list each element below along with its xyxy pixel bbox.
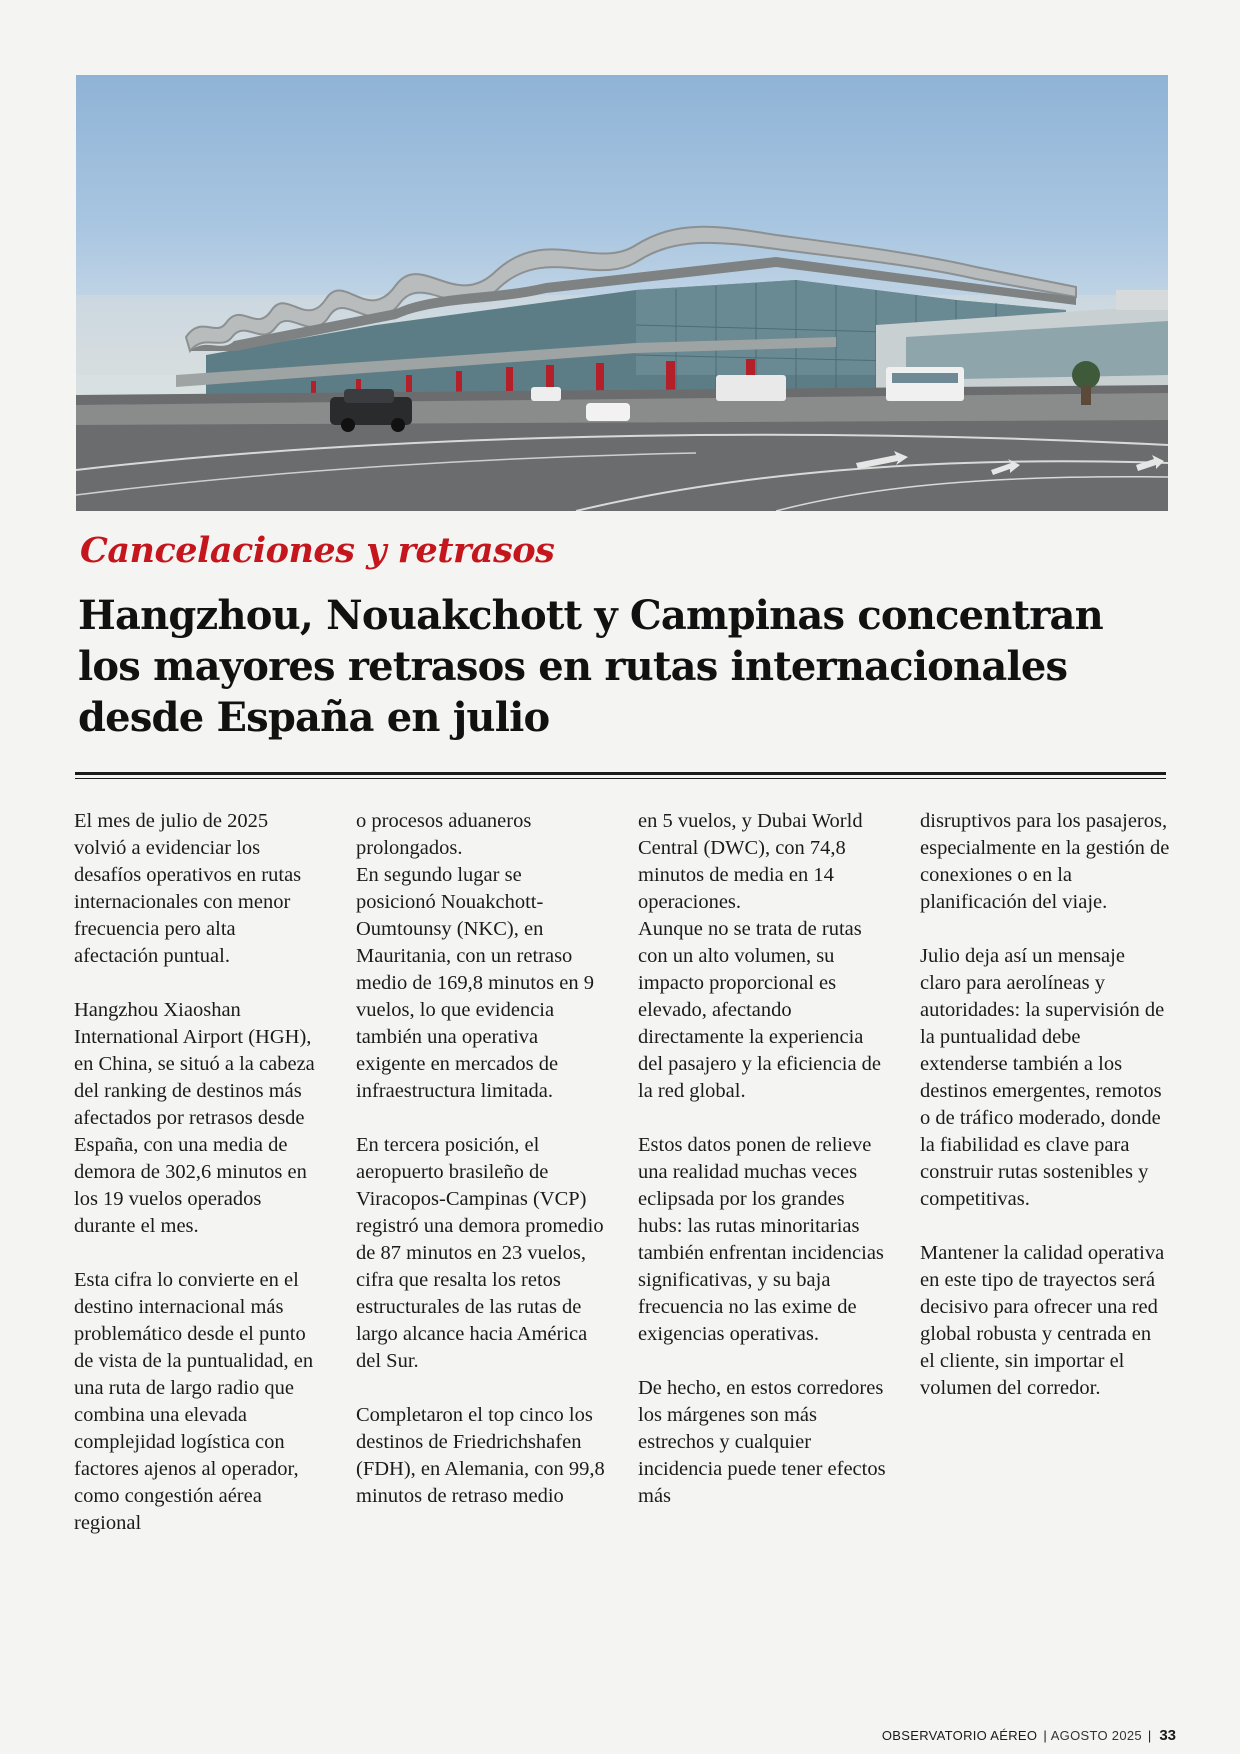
paragraph: Aunque no se trata de rutas con un alto volumen, su impacto proporcional es elevado, afectando directamente la experiencia del pasajero y la eficiencia de la red global. (638, 918, 882, 1102)
text-column-4 (920, 808, 1170, 1598)
page-footer (882, 1727, 1176, 1744)
text-column-1 (74, 808, 324, 1598)
paragraph: De hecho, en estos corredores los márgenes son más estrechos y cualquier incidencia puede tener efectos más (638, 1377, 886, 1507)
paragraph: Hangzhou Xiaoshan International Airport (HGH), en China, se situó a la cabeza del ranking de destinos más afectados por retrasos desde España, con una media de demora de 302,6 minutos en los 19 vuelos operados durante el mes. (74, 999, 315, 1237)
paragraph: disruptivos para los pasajeros, especialmente en la gestión de conexiones o en la planificación del viaje. (920, 810, 1170, 913)
section-kicker: Cancelaciones y retrasos (80, 530, 555, 571)
page-number: 33 (1159, 1727, 1176, 1744)
article-body (74, 808, 1170, 1598)
paragraph: Completaron el top cinco los destinos de Friedrichshafen (FDH), en Alemania, con 99,8 minutos de retraso medio (356, 1404, 605, 1507)
paragraph: en 5 vuelos, y Dubai World Central (DWC), con 74,8 minutos de media en 14 operaciones. (638, 810, 863, 913)
paragraph: El mes de julio de 2025 volvió a evidenciar los desafíos operativos en rutas internacionales con menor frecuencia pero alta afectación puntual. (74, 810, 302, 967)
footer-separator: | (1043, 1728, 1047, 1743)
paragraph: Mantener la calidad operativa en este tipo de trayectos será decisivo para ofrecer una red global robusta y centrada en el cliente, sin importar el volumen del corredor. (920, 1242, 1165, 1399)
text-column-2 (356, 808, 606, 1598)
airport-terminal-illustration (76, 75, 1168, 511)
headline-rule-thin (75, 778, 1166, 779)
issue-date: AGOSTO 2025 (1050, 1728, 1142, 1743)
text-column-3 (638, 808, 888, 1598)
paragraph: o procesos aduaneros prolongados. (356, 810, 532, 859)
headline-rule-thick (75, 772, 1166, 775)
paragraph: En segundo lugar se posicionó Nouakchott-Oumtounsy (NKC), en Mauritania, con un retraso medio de 169,8 minutos en 9 vuelos, lo que evidencia también una operativa exigente en mercados de infraestructura limitada. (356, 864, 595, 1102)
paragraph: Estos datos ponen de relieve una realidad muchas veces eclipsada por los grandes hubs: las rutas minoritarias también enfrentan incidencias significativas, y su baja frecuencia no las exime de exigencias operativas. (638, 1134, 884, 1345)
page-separator: | (1147, 1728, 1152, 1743)
paragraph: Julio deja así un mensaje claro para aerolíneas y autoridades: la supervisión de la puntualidad debe extenderse también a los destinos emergentes, remotos o de tráfico moderado, donde la fiabilidad es clave para construir rutas sostenibles y competitivas. (920, 945, 1165, 1210)
publication-name: OBSERVATORIO AÉREO (881, 1728, 1038, 1743)
hero-photo (76, 75, 1168, 511)
article-headline: Hangzhou, Nouakchott y Campinas concentran los mayores retrasos en rutas internacionales desde España en julio (78, 592, 1103, 741)
paragraph: Esta cifra lo convierte en el destino internacional más problemático desde el punto de vista de la puntualidad, en una ruta de largo radio que combina una elevada complejidad logística con factores ajenos al operador, como congestión aérea regional (74, 1269, 314, 1534)
paragraph: En tercera posición, el aeropuerto brasileño de Viracopos-Campinas (VCP) registró una demora promedio de 87 minutos en 23 vuelos, cifra que resalta los retos estructurales de las rutas de largo alcance hacia América del Sur. (356, 1134, 604, 1372)
